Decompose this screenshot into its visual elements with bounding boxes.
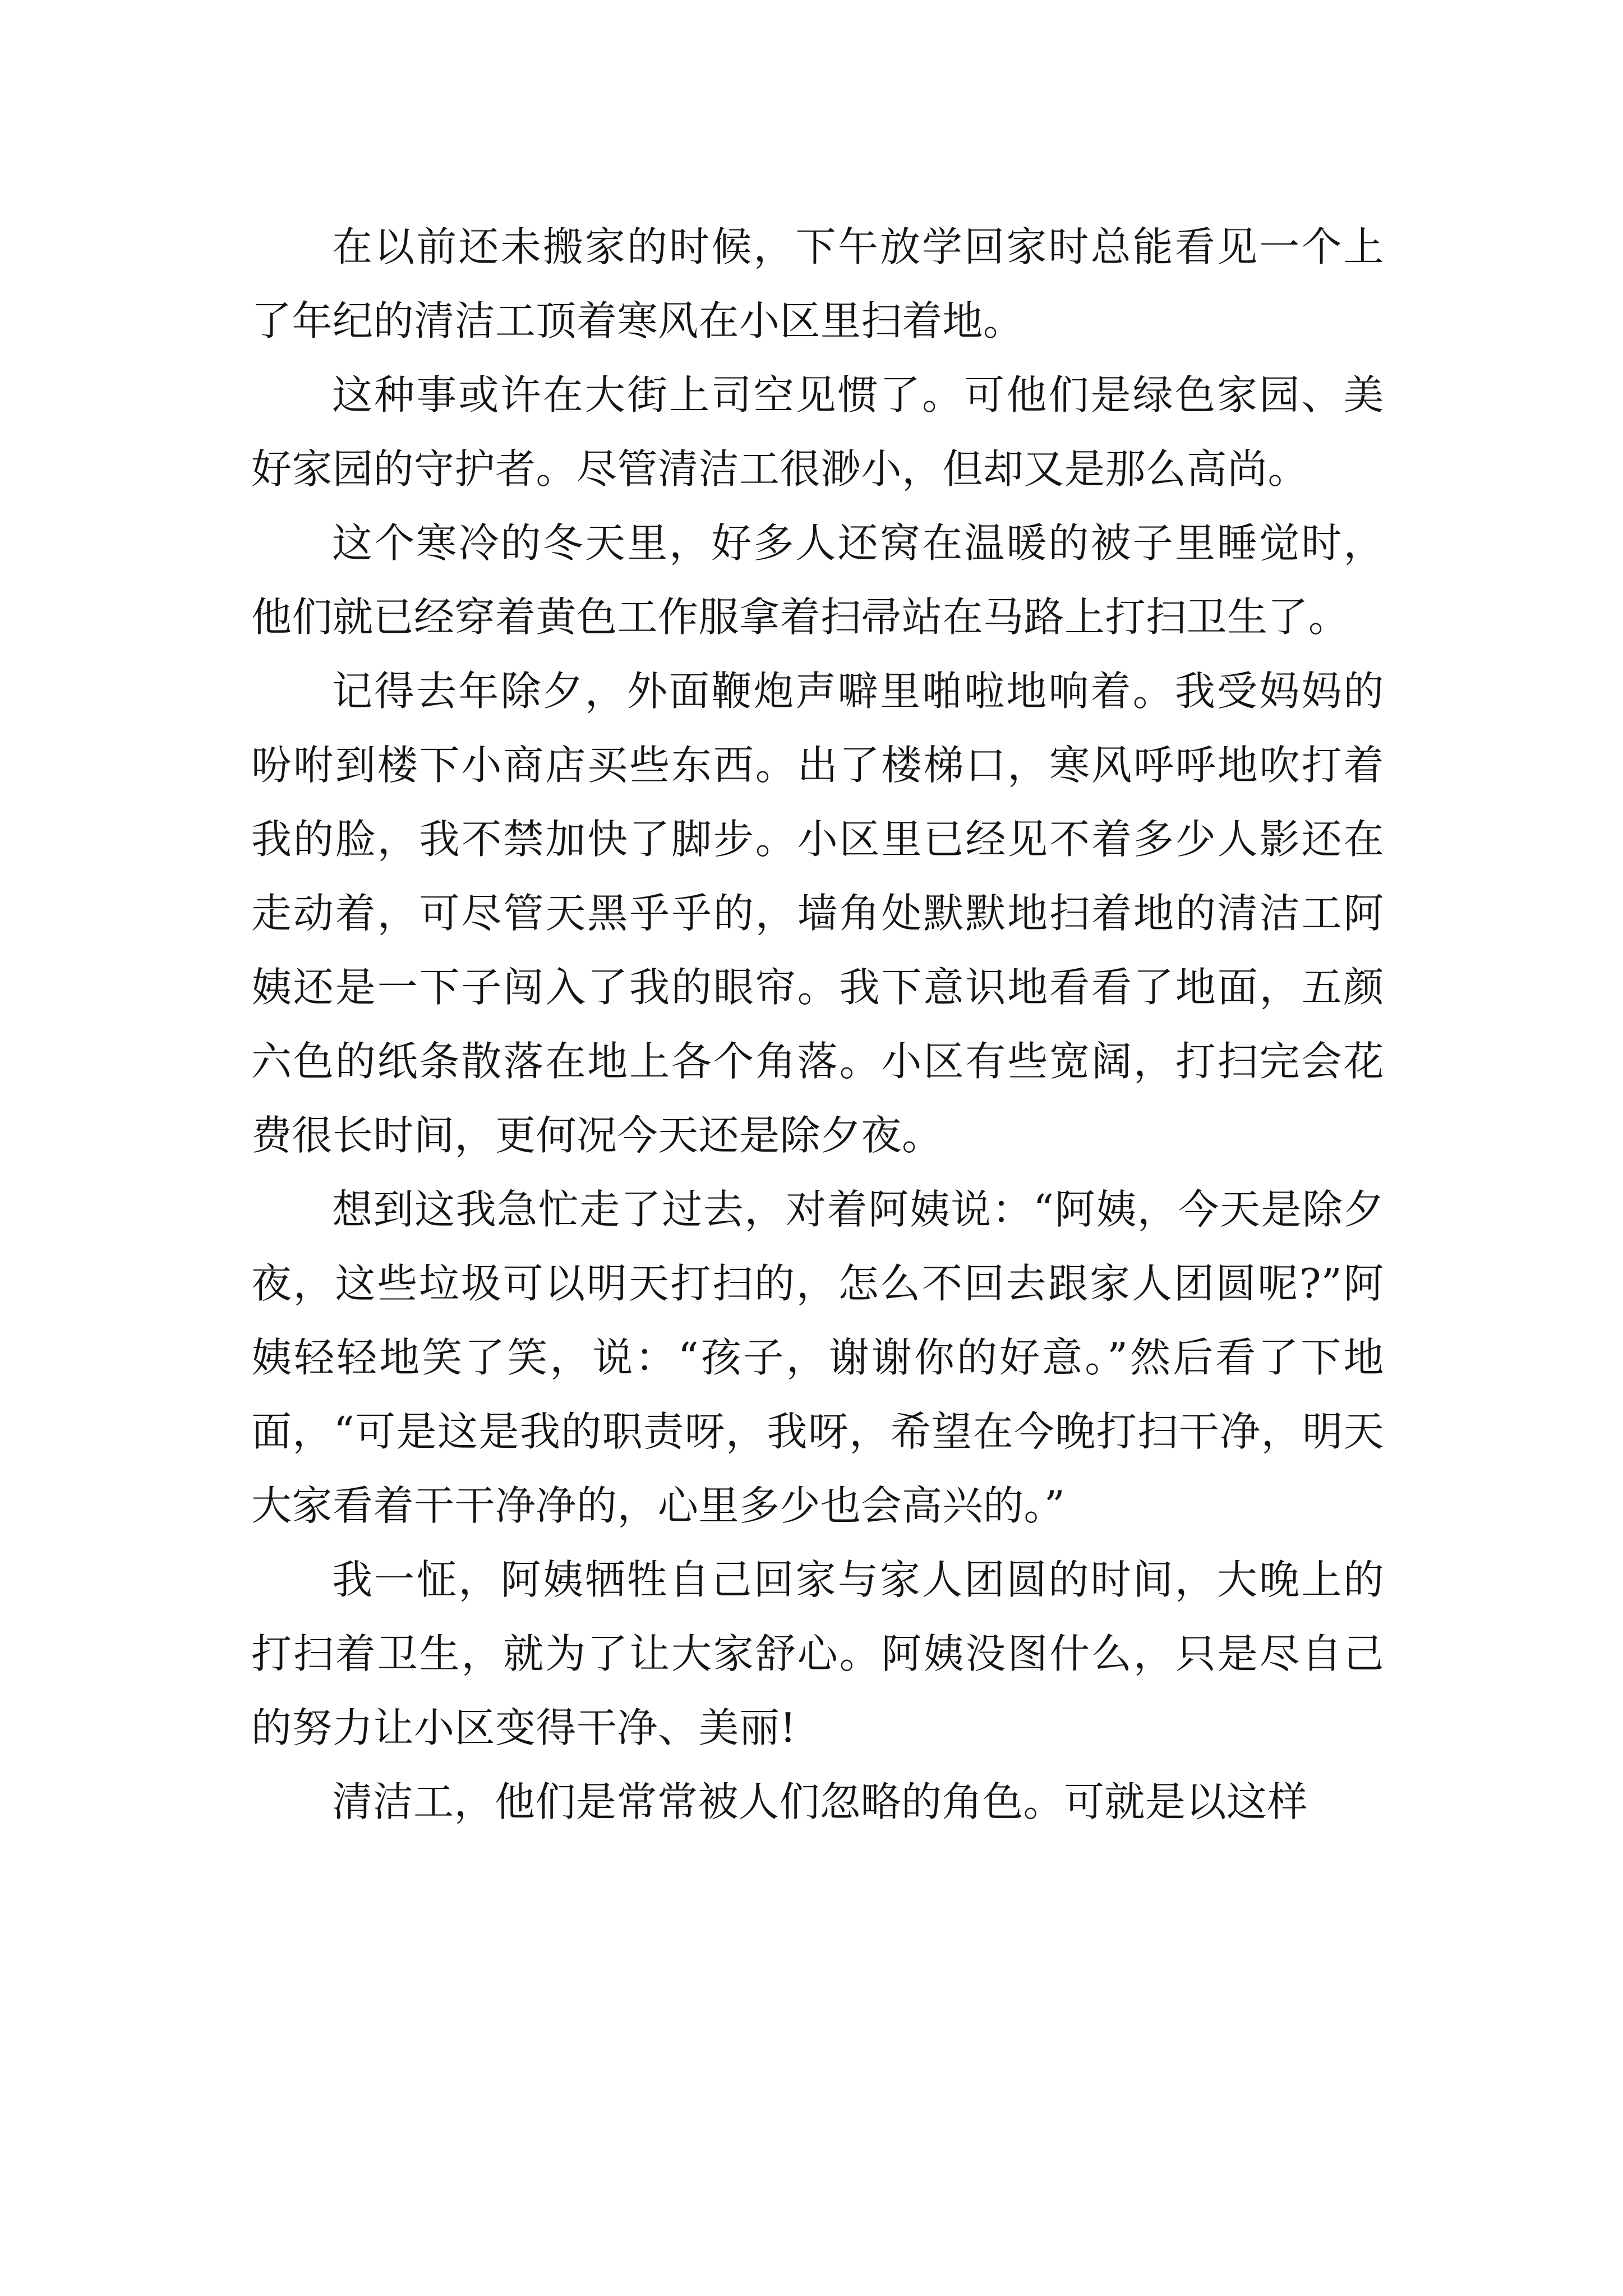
paragraph-5: 想到这我急忙走了过去，对着阿姨说：“阿姨，今天是除夕夜，这些垃圾可以明天打扫的，怎么不回去跟家人团圆呢?”阿姨轻轻地笑了笑，说：“孩子，谢谢你的好意。”然后看了下地面，“可是这是我的职责呀，我呀，希望在今晚打扫干净，明天大家看着干干净净的，心里多少也会高兴的。” bbox=[251, 1186, 1384, 1529]
paragraph-4: 记得去年除夕，外面鞭炮声噼里啪啦地响着。我受妈妈的吩咐到楼下小商店买些东西。出了楼梯口，寒风呼呼地吹打着我的脸，我不禁加快了脚步。小区里已经见不着多少人影还在走动着，可尽管天黑乎乎的，墙角处默默地扫着地的清洁工阿姨还是一下子闯入了我的眼帘。我下意识地看看了地面，五颜六色的纸条散落在地上各个角落。小区有些宽阔，打扫完会花费很长时间，更何况今天还是除夕夜。 bbox=[251, 668, 1384, 1159]
paragraph-2: 这种事或许在大街上司空见惯了。可他们是绿色家园、美好家园的守护者。尽管清洁工很渺小，但却又是那么高尚。 bbox=[251, 371, 1384, 493]
paragraph-1: 在以前还未搬家的时候，下午放学回家时总能看见一个上了年纪的清洁工顶着寒风在小区里扫着地。 bbox=[251, 223, 1384, 344]
paragraph-6: 我一怔，阿姨牺牲自己回家与家人团圆的时间，大晚上的打扫着卫生，就为了让大家舒心。阿姨没图什么，只是尽自己的努力让小区变得干净、美丽! bbox=[251, 1556, 1384, 1751]
paragraph-3: 这个寒冷的冬天里，好多人还窝在温暖的被子里睡觉时，他们就已经穿着黄色工作服拿着扫帚站在马路上打扫卫生了。 bbox=[251, 519, 1384, 641]
paragraph-7: 清洁工，他们是常常被人们忽略的角色。可就是以这样 bbox=[332, 1778, 1308, 1825]
essay-body bbox=[251, 210, 1384, 1839]
